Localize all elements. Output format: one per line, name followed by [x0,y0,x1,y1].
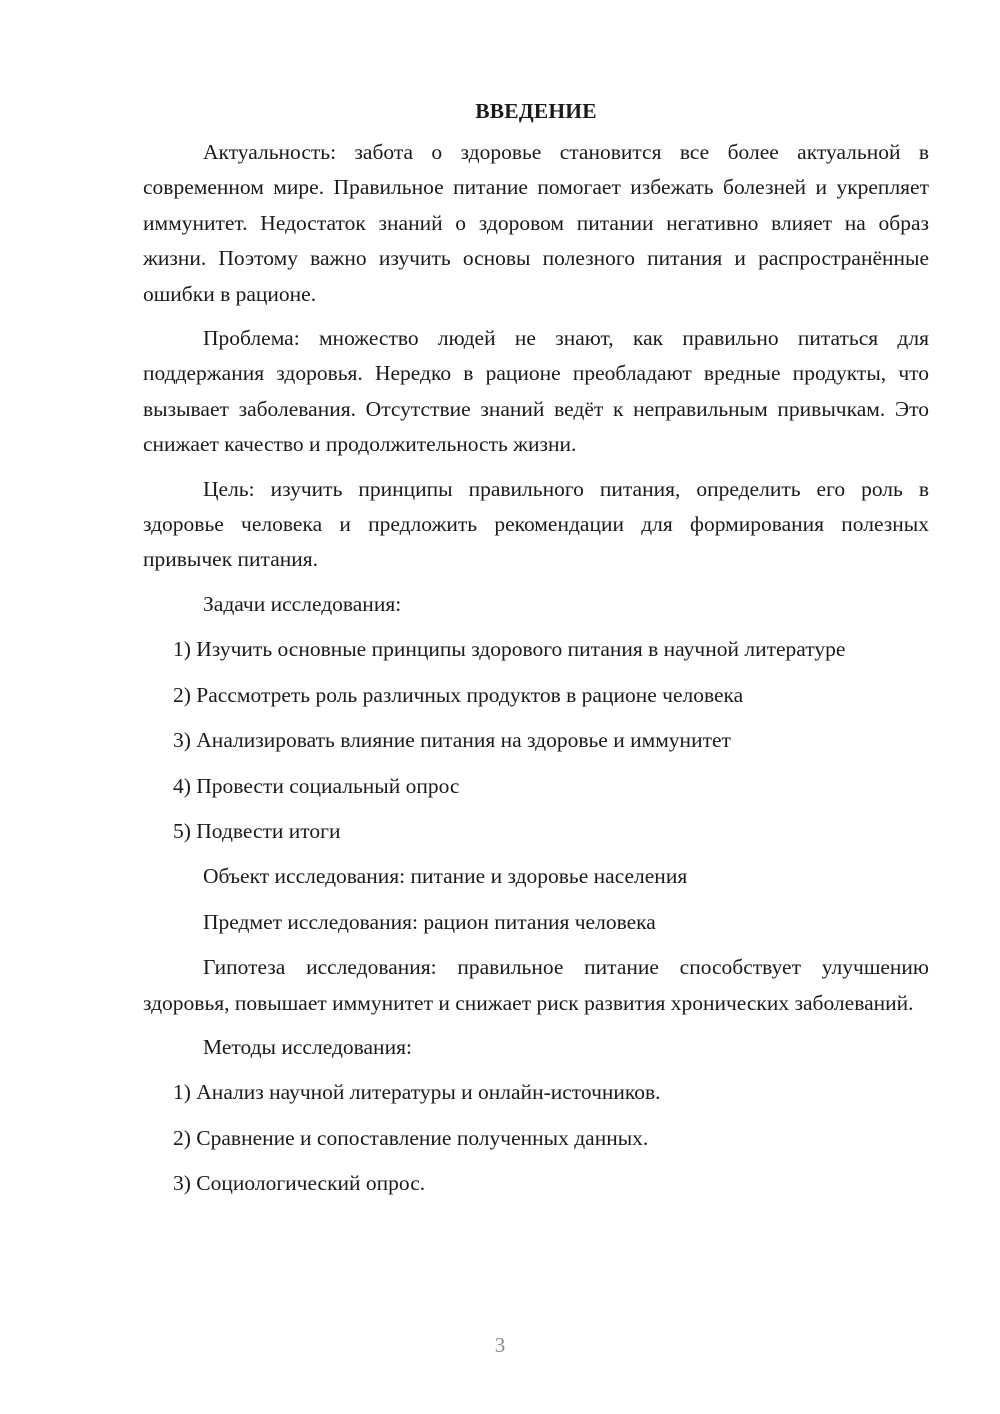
method-item: 1) Анализ научной литературы и онлайн-источников. [173,1080,661,1105]
task-item: 5) Подвести итоги [173,818,341,843]
document-page [143,95,929,1212]
method-item: 3) Социологический опрос. [173,1171,426,1196]
object-paragraph: Объект исследования: питание и здоровье населения [203,864,688,889]
task-item: 4) Провести социальный опрос [173,773,460,798]
task-item: 2) Рассмотреть роль различных продуктов в рационе человека [173,682,744,707]
task-item: 3) Анализировать влияние питания на здоровье и иммунитет [173,728,731,753]
relevance-paragraph: Актуальность: забота о здоровье становится все более актуальной в современном мире. Правильное питание помогает избежать болезней и укрепляет иммунитет. Недостаток знаний о здоровом питании негативно влияет на образ жизни. Поэтому важно изучить основы полезного питания и распространённые ошибки в рационе. [143,140,929,306]
task-item: 1) Изучить основные принципы здорового питания в научной литературе [173,637,846,662]
problem-paragraph: Проблема: множество людей не знают, как правильно питаться для поддержания здоровья. Нередко в рационе преобладают вредные продукты, что вызывает заболевания. Отсутствие знаний ведёт к неправильным привычкам. Это снижает качество и продолжительность жизни. [143,326,929,457]
page-number: 3 [494,1333,506,1357]
method-item: 2) Сравнение и сопоставление полученных данных. [173,1125,649,1150]
methods-heading: Методы исследования: [203,1034,412,1059]
subject-paragraph: Предмет исследования: рацион питания человека [203,909,656,934]
tasks-heading: Задачи исследования: [203,591,402,616]
hypothesis-paragraph: Гипотеза исследования: правильное питание способствует улучшению здоровья, повышает иммунитет и снижает риск развития хронических заболеваний. [143,955,929,1015]
goal-paragraph: Цель: изучить принципы правильного питания, определить его роль в здоровье человека и предложить рекомендации для формирования полезных привычек питания. [143,476,929,572]
section-title: ВВЕДЕНИЕ [475,99,597,123]
